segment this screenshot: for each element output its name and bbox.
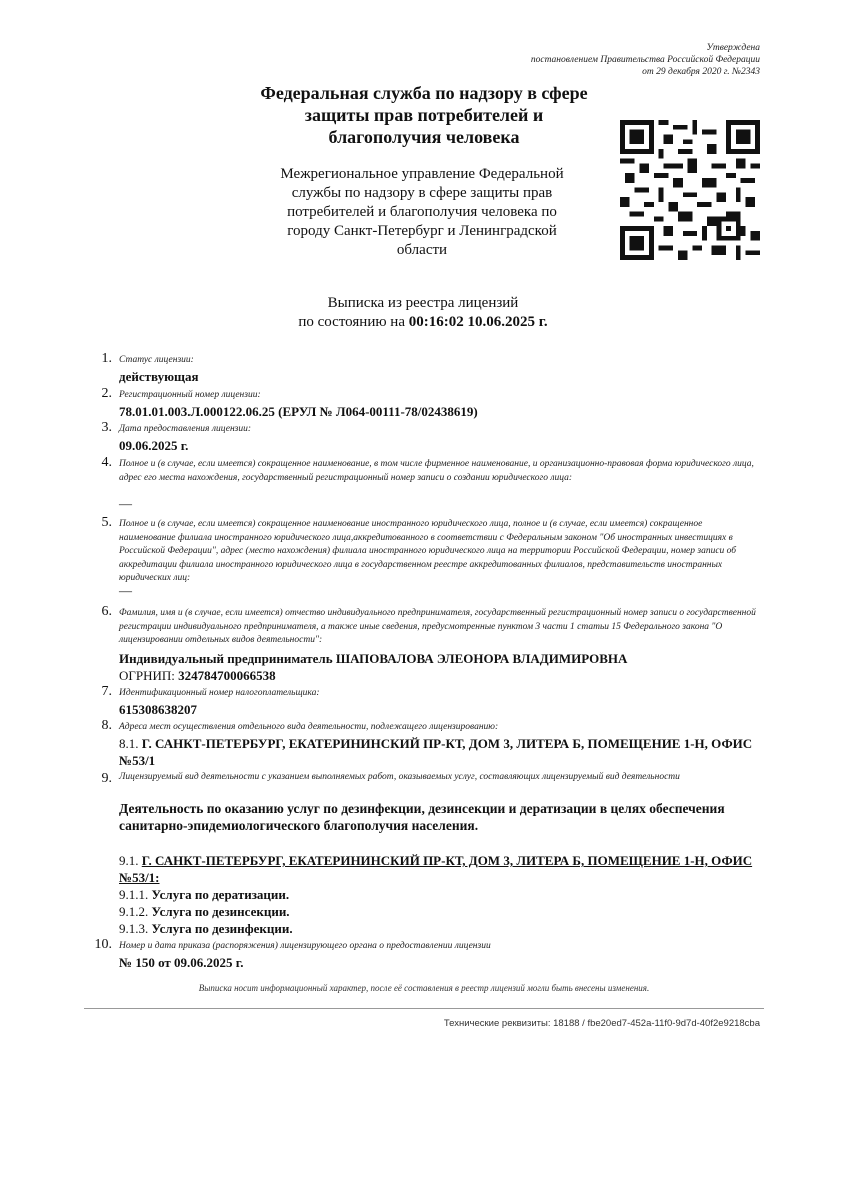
service-number: 9.1.3. [119, 921, 149, 936]
address-number: 8.1. [119, 736, 139, 751]
item-number: 9. [101, 771, 112, 786]
extract-datetime: 00:16:02 10.06.2025 г. [408, 314, 548, 330]
item-number: 4. [101, 455, 112, 470]
service-item [119, 920, 759, 937]
service-address [119, 852, 759, 886]
licensed-activity: Деятельность по оказанию услуг по дезинфекции, дезинсекции и дератизации в целях обеспечения санитарно-эпидемиологического благополучия населения. [119, 801, 725, 833]
approval-line-2: постановлением Правительства Российской Федерации [530, 55, 760, 65]
service-item [119, 903, 759, 920]
item-label: Фамилия, имя и (в случае, если имеется) отчество индивидуального предпринимателя, государственный регистрационный номер записи о государственной регистрации индивидуального предпринимателя, а также иные сведения, предусмотренные пунктом 3 части 1 статьи 15 Федерального закона "О лицензировании отдельных видов деятельности": [119, 608, 756, 645]
agency-title: Федеральная служба по надзору в сфере защиты прав потребителей и благополучия человека [260, 83, 588, 147]
ogrnip-value: 324784700066538 [178, 668, 276, 683]
approval-line-1: Утверждена [706, 43, 760, 53]
item-label: Регистрационный номер лицензии: [119, 390, 261, 400]
item-label: Дата предоставления лицензии: [119, 424, 252, 434]
item-label: Лицензируемый вид деятельности с указанием выполняемых работ, оказываемых услуг, составляющих лицензируемый вид деятельности [119, 772, 680, 782]
license-status: действующая [119, 369, 199, 384]
item-number: 5. [101, 515, 112, 530]
ogrnip-line [119, 667, 769, 684]
extract-title: Выписка из реестра лицензий [327, 295, 519, 311]
service-text: Услуга по дезинфекции. [151, 921, 293, 936]
item-label: Номер и дата приказа (распоряжения) лицензирующего органа о предоставлении лицензии [119, 941, 491, 951]
service-item [119, 886, 759, 903]
item-number: 3. [101, 420, 112, 435]
item-number: 2. [101, 386, 112, 401]
footer-note: Выписка носит информационный характер, после её составления в реестр лицензий могли быть внесены изменения. [198, 983, 650, 993]
item-number: 10. [94, 937, 112, 952]
approval-line-3: от 29 декабря 2020 г. №2343 [642, 67, 760, 77]
item-label: Идентификационный номер налогоплательщика: [119, 688, 320, 698]
address-text: Г. САНКТ-ПЕТЕРБУРГ, ЕКАТЕРИНИНСКИЙ ПР-КТ, ДОМ 3, ЛИТЕРА Б, ПОМЕЩЕНИЕ 1-Н, ОФИС №53/1 [119, 736, 753, 768]
service-number: 9.1.1. [119, 887, 149, 902]
item-label: Полное и (в случае, если имеется) сокращенное наименование иностранного юридического лица, полное и (в случае, если имеется) сокращенное наименование филиала иностранного юридического лица,аккредитованного в соответствии с Федеральным законом "Об иностранных инвестициях в Российской Федерации", адрес (место нахождения) филиала иностранного юридического лица на территории Российской Федерации, номер записи об аккредитации филиала иностранного юридического лица в государственном реестре аккредитованных филиалов, представительств иностранных юридических лиц: [119, 519, 737, 583]
item-value-empty: — [119, 583, 132, 598]
service-address-number: 9.1. [119, 853, 139, 868]
divider [84, 1008, 764, 1009]
item-number: 8. [101, 718, 112, 733]
item-value-empty: — [119, 496, 132, 511]
extract-date-prefix: по состоянию на [298, 314, 405, 330]
item-label: Полное и (в случае, если имеется) сокращенное наименование, в том числе фирменное наименование, и организационно-правовая форма юридического лица, адрес его места нахождения, государственный регистрационный номер записи о создании юридического лица: [119, 459, 754, 483]
license-date: 09.06.2025 г. [119, 438, 189, 453]
technical-details: Технические реквизиты: 18188 / fbe20ed7-452a-11f0-9d7d-40f2e9218cba [443, 1018, 760, 1029]
service-number: 9.1.2. [119, 904, 149, 919]
service-address-text: Г. САНКТ-ПЕТЕРБУРГ, ЕКАТЕРИНИНСКИЙ ПР-КТ, ДОМ 3, ЛИТЕРА Б, ПОМЕЩЕНИЕ 1-Н, ОФИС №53/1: [119, 853, 753, 885]
activity-address [119, 735, 759, 769]
taxpayer-id: 615308638207 [119, 702, 197, 717]
item-number: 7. [101, 684, 112, 699]
service-text: Услуга по дератизации. [151, 887, 290, 902]
ogrnip-label: ОГРНИП: [119, 668, 175, 683]
order-number: № 150 от 09.06.2025 г. [119, 955, 244, 970]
department-name: Межрегиональное управление Федеральной службы по надзору в сфере защиты прав потребителей и благополучия человека по городу Санкт-Петербург и Ленинградской области [280, 166, 564, 258]
registration-number: 78.01.01.003.Л.000122.06.25 (ЕРУЛ № Л064-00111-78/02438619) [119, 404, 478, 419]
item-number: 1. [101, 351, 112, 366]
entrepreneur-name: Индивидуальный предприниматель ШАПОВАЛОВА ЭЛЕОНОРА ВЛАДИМИРОВНА [119, 651, 628, 666]
item-label: Статус лицензии: [119, 355, 194, 365]
item-number: 6. [101, 604, 112, 619]
service-text: Услуга по дезинсекции. [151, 904, 290, 919]
item-label: Адреса мест осуществления отдельного вида деятельности, подлежащего лицензированию: [119, 722, 499, 732]
